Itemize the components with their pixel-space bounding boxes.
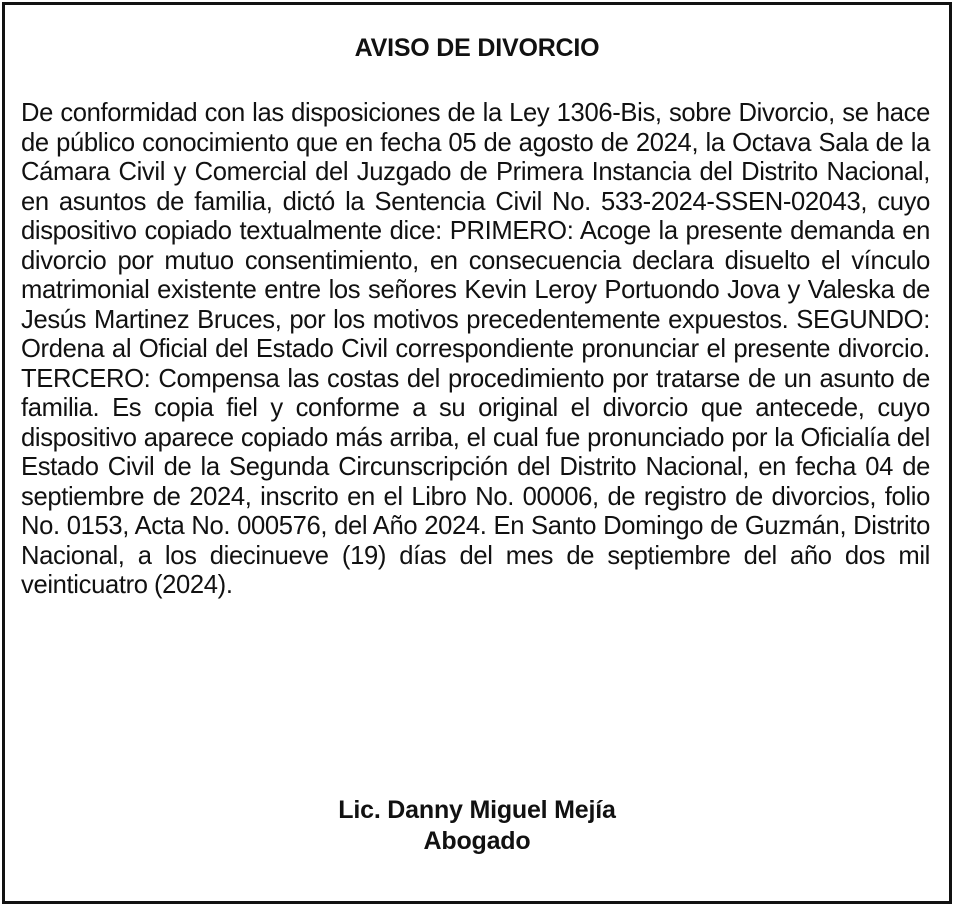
notice-body: De conformidad con las disposiciones de la Ley 1306-Bis, sobre Divorcio, se hace de público conocimiento que en fecha 05 de agosto de 2024, la Octava Sala de la Cámara Civil y Comercial del Juzgado de Primera Instancia del Distrito Nacional, en asuntos de familia, dictó la Sentencia Civil No. 533-2024-SSEN-02043, cuyo dispositivo copiado textualmente dice: PRIMERO: Acoge la presente demanda en divorcio por mutuo consentimiento, en consecuencia declara disuelto el vínculo matrimonial existente entre los señores Kevin Leroy Portuondo Jova y Valeska de Jesús Martinez Bruces, por los motivos precedentemente expuestos. SEGUNDO: Ordena al Oficial del Estado Civil correspondiente pronunciar el presente divorcio. TERCERO: Compensa las costas del procedimiento por tratarse de un asunto de familia. Es copia fiel y conforme a su original el divorcio que antecede, cuyo dispositivo aparece copiado más arriba, el cual fue pronunciado por la Oficialía del Estado Civil de la Segunda Circunscripción del Distrito Nacional, en fecha 04 de septiembre de 2024, inscrito en el Libro No. 00006, de registro de divorcios, folio No. 0153, Acta No. 000576, del Año 2024. En Santo Domingo de Guzmán, Distrito Nacional, a los diecinueve (19) días del mes de septiembre del año dos mil veinticuatro (2024). — [21, 99, 930, 599]
divorce-notice — [2, 2, 952, 904]
signature-role: Abogado — [423, 827, 531, 855]
signature-block — [5, 795, 949, 857]
signature-name: Lic. Danny Miguel Mejía — [338, 796, 616, 824]
notice-title: AVISO DE DIVORCIO — [354, 34, 600, 62]
